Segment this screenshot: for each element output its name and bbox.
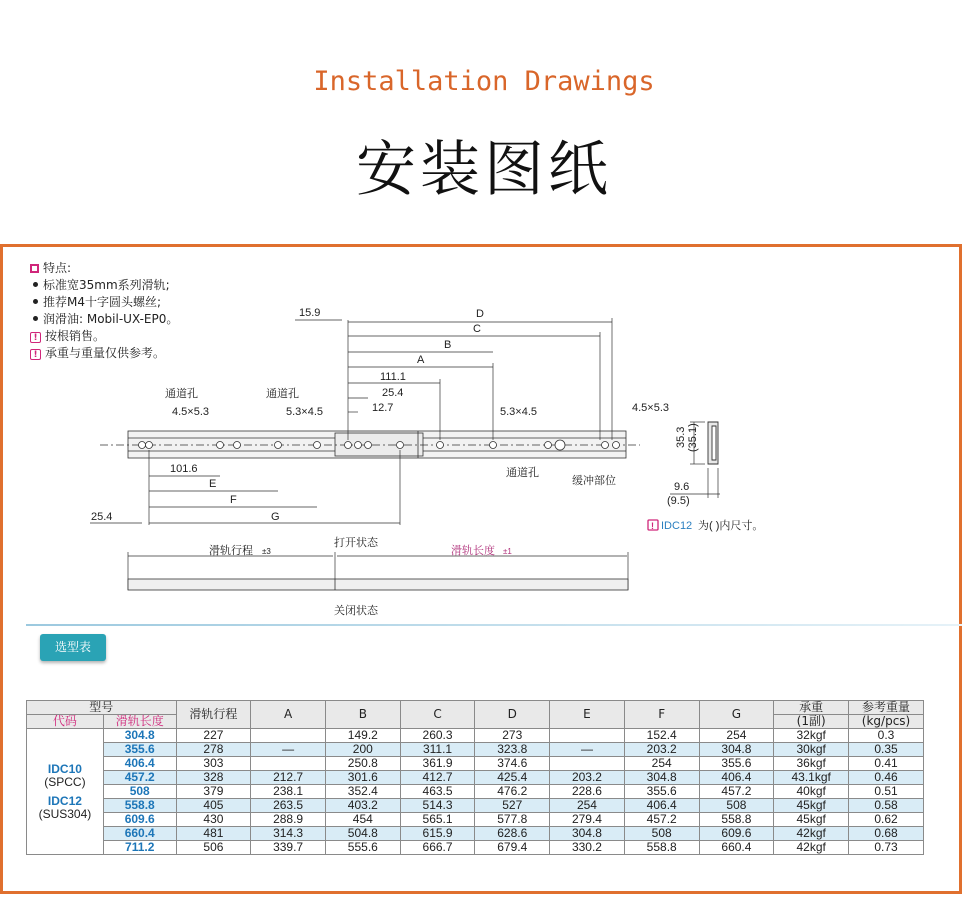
model-code: IDC10 [47,761,82,776]
dim-F: F [230,494,237,506]
cell-wt: 0.51 [849,785,924,799]
hole-size-mid2: 5.3×4.5 [500,406,538,418]
cell-load: 30kgf [774,743,849,757]
section-divider [26,624,962,626]
title-chinese: 安装图纸 [356,135,612,205]
table-row [27,729,924,743]
cell-wt: 0.58 [849,799,924,813]
cell-d: 527 [475,799,550,813]
cell-f: 558.8 [624,841,699,855]
feature-text: 推荐M4十字圆头螺丝; [43,295,162,309]
cell-d: 425.4 [475,771,550,785]
model-cell [27,729,104,855]
header-weight: 参考重量 [849,701,924,715]
dim-12-7: 12.7 [372,402,394,414]
dim-111-1: 111.1 [380,371,406,383]
idc12-note-model: IDC12 [661,520,693,532]
length-tolerance: ±1 [503,547,512,556]
cell-e: 304.8 [550,827,625,841]
cell-g: 609.6 [699,827,774,841]
header-travel: 滑轨行程 [176,701,251,729]
cell-wt: 0.46 [849,771,924,785]
cell-length: 406.4 [103,757,176,771]
cell-travel: 405 [176,799,251,813]
cell-d: 476.2 [475,785,550,799]
cell-c: 565.1 [400,813,475,827]
exclamation-icon: ! [30,349,41,360]
travel-label: 滑轨行程 [209,545,253,557]
cell-wt: 0.62 [849,813,924,827]
through-hole-label-mid: 通道孔 [266,388,299,400]
cell-c: 615.9 [400,827,475,841]
cell-c: 412.7 [400,771,475,785]
features-heading-text: 特点: [43,261,72,275]
cell-f: 152.4 [624,729,699,743]
cell-c: 260.3 [400,729,475,743]
open-state-label: 打开状态 [334,537,378,549]
cell-b: 454 [325,813,400,827]
cell-b: 149.2 [325,729,400,743]
dim-D: D [476,308,484,320]
cell-load: 36kgf [774,757,849,771]
cell-a: 263.5 [251,799,326,813]
through-hole-label-left: 通道孔 [165,388,198,400]
hole-size-left: 4.5×5.3 [172,406,210,418]
dim-C: C [473,323,481,335]
cell-wt: 0.41 [849,757,924,771]
header-length: 滑轨长度 [103,715,176,729]
cell-c: 463.5 [400,785,475,799]
cell-e [550,729,625,743]
cell-load: 32kgf [774,729,849,743]
table-row [27,771,924,785]
hole-size-mid: 5.3×4.5 [286,406,324,418]
cell-travel: 303 [176,757,251,771]
dim-E: E [209,478,217,490]
header-G: G [699,701,774,729]
cell-travel: 278 [176,743,251,757]
cell-travel: 379 [176,785,251,799]
cell-c: 361.9 [400,757,475,771]
cell-g: 457.2 [699,785,774,799]
cell-g: 660.4 [699,841,774,855]
cell-f: 457.2 [624,813,699,827]
cell-g: 355.6 [699,757,774,771]
cell-b: 352.4 [325,785,400,799]
cell-a: 314.3 [251,827,326,841]
cell-f: 508 [624,827,699,841]
dim-A: A [417,354,425,366]
cell-e: 330.2 [550,841,625,855]
table-row [27,827,924,841]
cell-d: 374.6 [475,757,550,771]
title-english: Installation Drawings [313,66,655,97]
cell-f: 355.6 [624,785,699,799]
note-text: 承重与重量仅供参考。 [45,346,166,360]
cell-a: 339.7 [251,841,326,855]
header-load: 承重 [774,701,849,715]
cell-e: 279.4 [550,813,625,827]
cell-c: 666.7 [400,841,475,855]
length-label: 滑轨长度 [451,545,495,557]
cell-b: 403.2 [325,799,400,813]
header-D: D [475,701,550,729]
header-B: B [325,701,400,729]
square-bullet-icon [30,264,39,273]
cell-travel: 227 [176,729,251,743]
cell-g: 304.8 [699,743,774,757]
cell-d: 628.6 [475,827,550,841]
cell-wt: 0.68 [849,827,924,841]
dim-15-9: 15.9 [299,307,321,319]
cell-travel: 481 [176,827,251,841]
cell-b: 200 [325,743,400,757]
cell-length: 660.4 [103,827,176,841]
header-C: C [400,701,475,729]
header-weight-sub: (kg/pcs) [849,715,924,729]
spec-table [26,700,924,855]
svg-text:!: ! [651,521,654,531]
cell-g: 558.8 [699,813,774,827]
cell-load: 42kgf [774,841,849,855]
cell-travel: 506 [176,841,251,855]
cell-length: 304.8 [103,729,176,743]
through-hole-label-right: 通道孔 [506,467,539,479]
idc12-note-text: 为( )内尺寸。 [698,520,764,532]
cell-a: — [251,743,326,757]
dim-B: B [444,339,452,351]
dim-25-4-bottom: 25.4 [91,511,113,523]
cell-length: 609.6 [103,813,176,827]
table-row [27,757,924,771]
cell-d: 577.8 [475,813,550,827]
table-row [27,799,924,813]
cell-travel: 430 [176,813,251,827]
cell-length: 355.6 [103,743,176,757]
features-heading [30,260,178,277]
cell-f: 203.2 [624,743,699,757]
cell-length: 558.8 [103,799,176,813]
cell-a [251,729,326,743]
cell-e: 228.6 [550,785,625,799]
cell-g: 406.4 [699,771,774,785]
cell-f: 304.8 [624,771,699,785]
cell-a: 212.7 [251,771,326,785]
feature-text: 标准宽35mm系列滑轨; [43,278,170,292]
cell-d: 679.4 [475,841,550,855]
dim-9-5: (9.5) [667,495,690,507]
dim-101-6: 101.6 [170,463,198,475]
model-material: (SUS304) [38,806,92,821]
cell-a [251,757,326,771]
buffer-label: 缓冲部位 [572,475,616,487]
cell-wt: 0.3 [849,729,924,743]
cell-d: 273 [475,729,550,743]
dim-35-3: 35.3 [675,426,687,448]
cell-g: 508 [699,799,774,813]
cell-d: 323.8 [475,743,550,757]
bullet-icon [33,316,38,321]
closed-state-label: 关闭状态 [334,605,378,617]
cell-load: 45kgf [774,799,849,813]
cell-b: 504.8 [325,827,400,841]
table-row [27,785,924,799]
cell-load: 42kgf [774,827,849,841]
cell-e [550,757,625,771]
header-A: A [251,701,326,729]
cell-b: 250.8 [325,757,400,771]
cell-e: 254 [550,799,625,813]
bullet-icon [33,282,38,287]
hole-size-right: 4.5×5.3 [632,402,670,414]
header-code: 代码 [27,715,104,729]
cell-g: 254 [699,729,774,743]
cell-a: 238.1 [251,785,326,799]
cell-a: 288.9 [251,813,326,827]
feature-text: 润滑油: Mobil-UX-EP0。 [43,312,179,326]
cell-load: 40kgf [774,785,849,799]
cell-f: 254 [624,757,699,771]
cell-length: 457.2 [103,771,176,785]
cell-f: 406.4 [624,799,699,813]
travel-tolerance: ±3 [262,547,271,556]
dim-25-4-top: 25.4 [382,387,404,399]
exclamation-icon: ! [30,332,41,343]
cell-wt: 0.73 [849,841,924,855]
selection-table-button[interactable]: 选型表 [40,634,106,661]
slide-rail-drawing [80,290,780,620]
table-row [27,743,924,757]
dim-G: G [271,511,280,523]
header-model: 型号 [27,701,177,715]
cell-length: 711.2 [103,841,176,855]
cell-b: 555.6 [325,841,400,855]
note-text: 按根销售。 [45,329,106,343]
header-load-sub: (1副) [774,715,849,729]
cell-load: 45kgf [774,813,849,827]
table-row [27,841,924,855]
cell-length: 508 [103,785,176,799]
cell-wt: 0.35 [849,743,924,757]
dim-9-6: 9.6 [674,481,690,493]
cell-c: 311.1 [400,743,475,757]
cell-e: 203.2 [550,771,625,785]
cell-e: — [550,743,625,757]
dim-35-1: (35.1) [687,423,699,452]
model-code: IDC12 [47,793,82,808]
header-E: E [550,701,625,729]
cell-load: 43.1kgf [774,771,849,785]
cell-c: 514.3 [400,799,475,813]
cell-travel: 328 [176,771,251,785]
bullet-icon [33,299,38,304]
header-F: F [624,701,699,729]
model-material: (SPCC) [44,774,86,789]
cell-b: 301.6 [325,771,400,785]
table-row [27,813,924,827]
